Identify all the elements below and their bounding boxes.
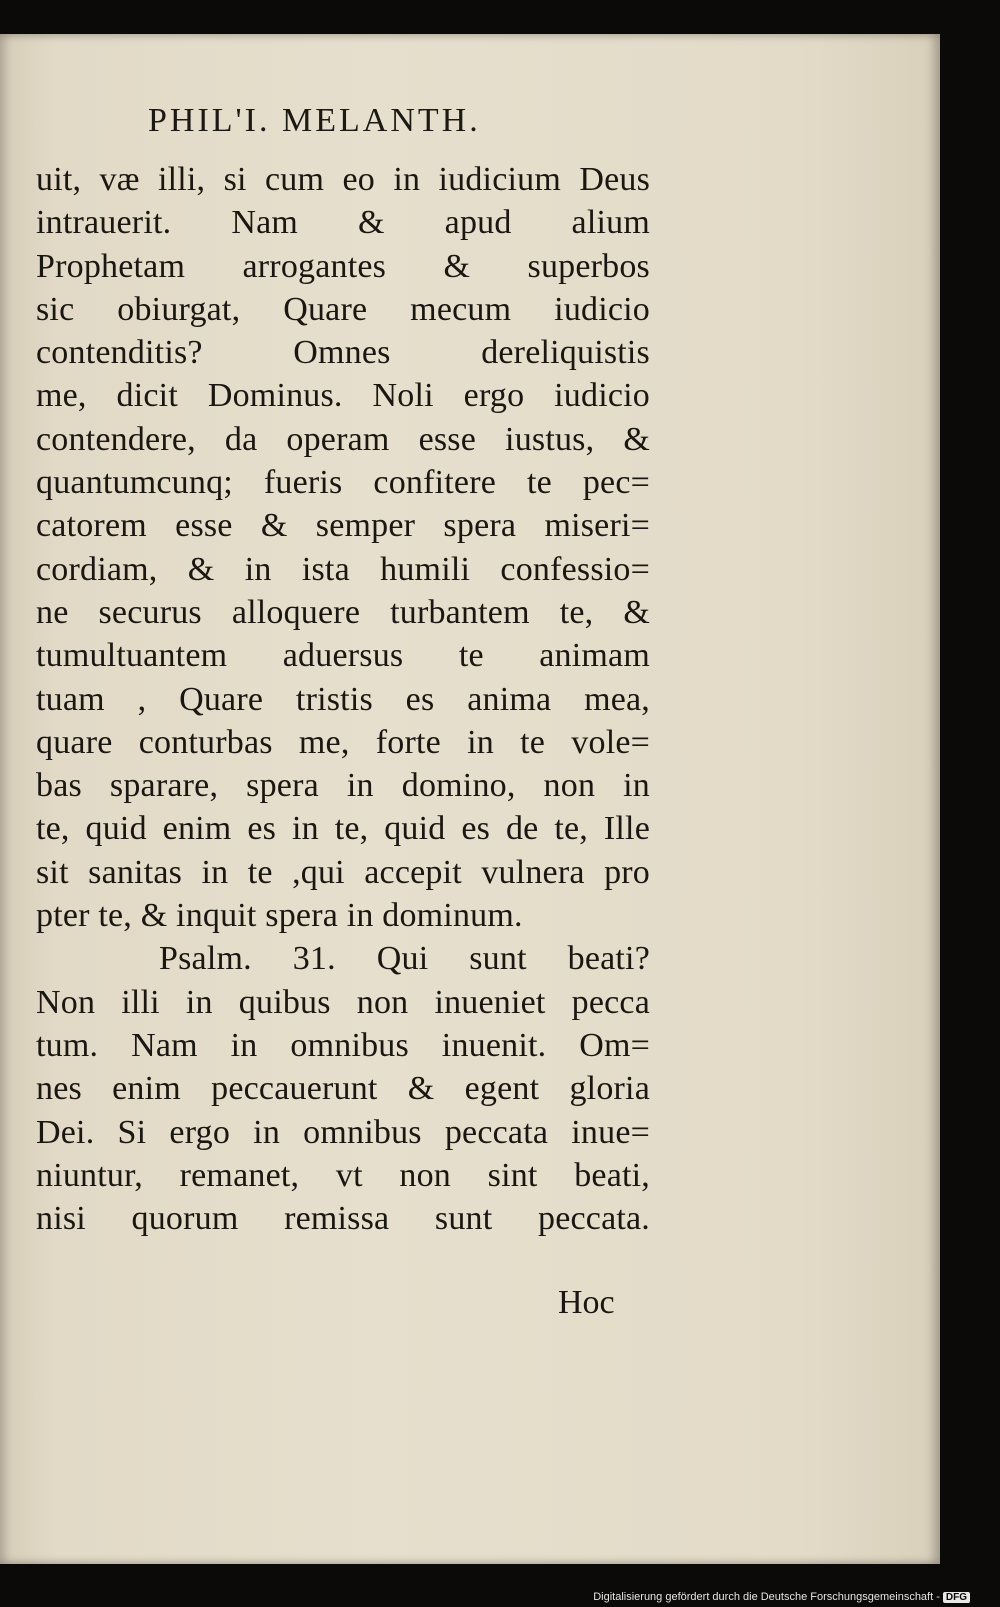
dfg-logo-icon: DFG (943, 1592, 970, 1603)
text-line: me, dicit Dominus. Noli ergo iudicio (36, 377, 650, 415)
text-line: contendere, da operam esse iustus, & (36, 420, 650, 458)
text-line: Psalm. 31. Qui sunt beati? (159, 940, 650, 978)
text-line: ne securus alloquere turbantem te, & (36, 593, 650, 631)
text-line: quantumcunq; fueris confitere te pec= (36, 464, 650, 502)
text-line: nes enim peccauerunt & egent gloria (36, 1070, 650, 1108)
text-line: cordiam, & in ista humili confessio= (36, 550, 650, 588)
text-line: sic obiurgat, Quare mecum iudicio (36, 290, 650, 328)
text-line: niuntur, remanet, vt non sint beati, (36, 1156, 650, 1194)
running-header: PHIL'I. MELANTH. (148, 102, 481, 139)
text-line: te, quid enim es in te, quid es de te, Ille (36, 810, 650, 848)
text-line: tumultuantem aduersus te animam (36, 637, 650, 675)
credit-text: Digitalisierung gefördert durch die Deutsche Forschungsgemeinschaft - (593, 1591, 940, 1603)
text-line: uit, væ illi, si cum eo in iudicium Deus (36, 161, 650, 198)
text-line: sit sanitas in te ,qui accepit vulnera pro (36, 853, 650, 891)
text-line: contenditis? Omnes dereliquistis (36, 334, 650, 372)
text-line: tuam , Quare tristis es anima mea, (36, 680, 650, 718)
book-page (0, 34, 940, 1564)
text-line: Prophetam arrogantes & superbos (36, 247, 650, 285)
text-line: nisi quorum remissa sunt peccata. (36, 1200, 650, 1238)
text-line: intrauerit. Nam & apud alium (36, 204, 650, 242)
text-line: bas sparare, spera in domino, non in (36, 767, 650, 805)
catchword: Hoc (558, 1284, 615, 1321)
text-line: pter te, & inquit spera in dominum. (36, 897, 523, 935)
body-text (36, 158, 650, 1240)
text-line: catorem esse & semper spera miseri= (36, 507, 650, 545)
text-line: tum. Nam in omnibus inuenit. Om= (36, 1026, 650, 1064)
text-line: Non illi in quibus non inueniet pecca (36, 983, 650, 1021)
text-line: quare conturbas me, forte in te vole= (36, 723, 650, 761)
digitization-credit (593, 1591, 970, 1603)
text-line: Dei. Si ergo in omnibus peccata inue= (36, 1113, 650, 1151)
